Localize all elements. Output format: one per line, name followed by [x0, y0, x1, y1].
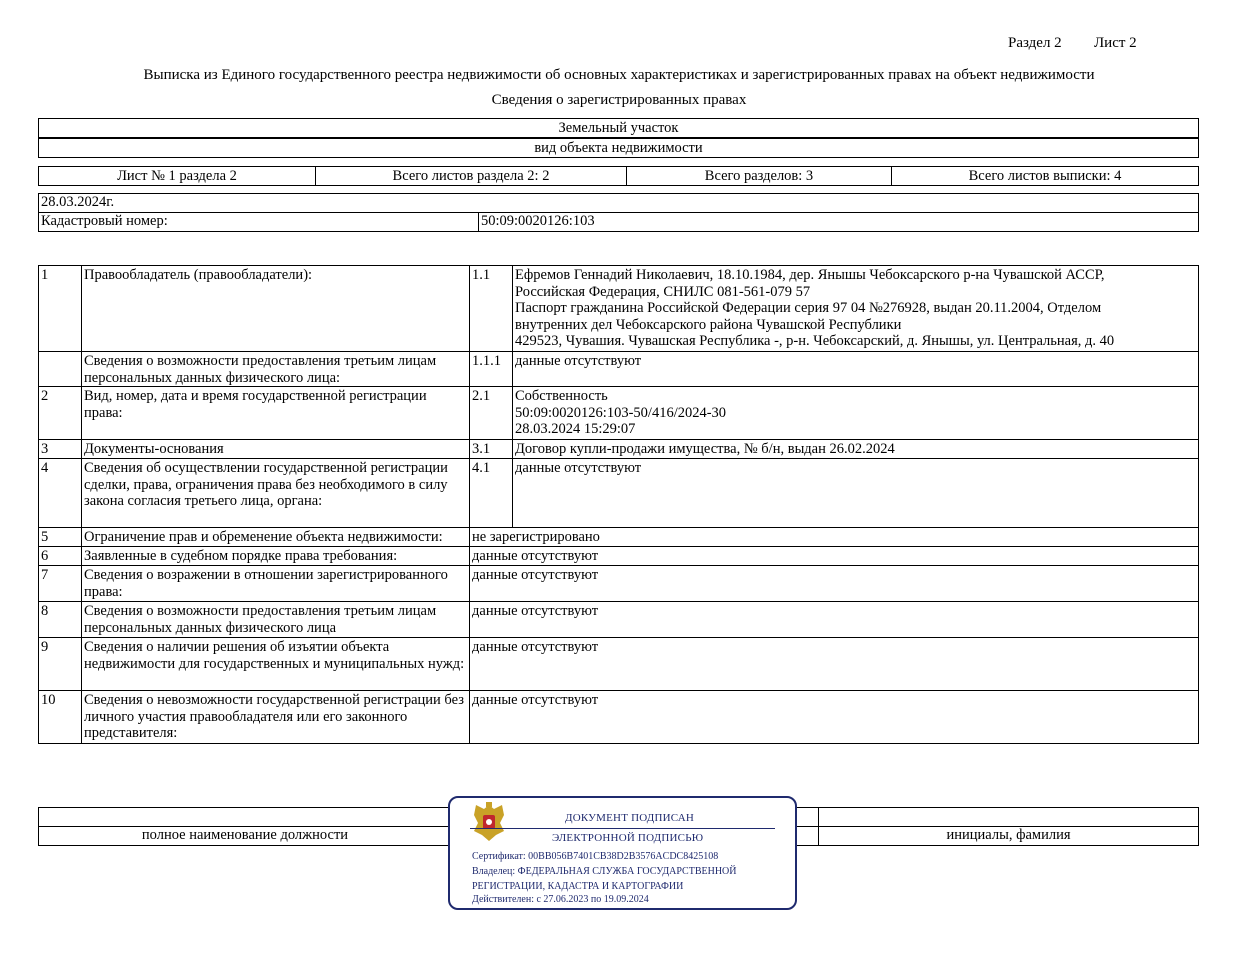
document-title: Выписка из Единого государственного реестра недвижимости об основных характеристиках и зарегистрированных правах на объект недвижимости [143, 67, 1095, 83]
extract-date: 28.03.2024г. [39, 194, 1199, 213]
cadastral-number: 50:09:0020126:103 [479, 213, 1199, 232]
table-row [39, 638, 1199, 691]
rights-table [38, 265, 1199, 744]
position-cell [39, 808, 452, 827]
stamp-title-1: ДОКУМЕНТ ПОДПИСАН [565, 812, 695, 824]
cadastral-table [38, 193, 1199, 232]
sheet-of-section: Лист № 1 раздела 2 [38, 166, 316, 186]
object-name: Земельный участок [38, 118, 1199, 138]
section-number: Раздел 2 [1008, 35, 1062, 51]
row-value: данные отсутствуют [470, 602, 1199, 638]
document-subtitle: Сведения о зарегистрированных правах [491, 92, 747, 108]
rightholder-line: внутренних дел Чебоксарского района Чувашской Республики [515, 316, 902, 333]
name-cell [819, 808, 1199, 827]
row-number: 8 [39, 602, 82, 638]
rightholder-details [513, 266, 1199, 352]
row-number: 7 [39, 566, 82, 602]
row-subnumber: 4.1 [470, 459, 513, 528]
row-subnumber: 1.1.1 [470, 352, 513, 387]
row-subnumber: 2.1 [470, 387, 513, 440]
rightholder-line: Российская Федерация, СНИЛС 081-561-079 57 [515, 283, 811, 300]
row-number: 5 [39, 528, 82, 547]
total-sections: Всего разделов: 3 [626, 166, 892, 186]
stamp-divider [470, 828, 775, 829]
total-sheets-extract: Всего листов выписки: 4 [891, 166, 1199, 186]
sheet-number: Лист 2 [1094, 35, 1137, 51]
stamp-certificate: Сертификат: 00BB056B7401CB38D2B3576ACDC8425108 [472, 851, 719, 862]
registration-line: Собственность [515, 388, 608, 404]
row-subnumber: 1.1 [470, 266, 513, 352]
row-number: 10 [39, 691, 82, 744]
row-value: Договор купли-продажи имущества, № б/н, выдан 26.02.2024 [513, 440, 1199, 459]
table-row [39, 528, 1199, 547]
row-value: данные отсутствуют [513, 459, 1199, 528]
table-row [39, 566, 1199, 602]
row-value: не зарегистрировано [470, 528, 1199, 547]
row-label: Сведения о наличии решения об изъятии объекта недвижимости для государственных и муниципальных нужд: [82, 638, 470, 691]
electronic-signature-stamp [448, 796, 797, 910]
row-label: Правообладатель (правообладатели): [82, 266, 470, 352]
registration-line: 28.03.2024 15:29:07 [515, 421, 636, 437]
row-number: 1 [39, 266, 82, 352]
row-value: данные отсутствуют [470, 691, 1199, 744]
total-sheets-section: Всего листов раздела 2: 2 [315, 166, 627, 186]
row-number: 4 [39, 459, 82, 528]
row-subnumber: 3.1 [470, 440, 513, 459]
row-value: данные отсутствуют [470, 638, 1199, 691]
rightholder-line: Ефремов Геннадий Николаевич, 18.10.1984, дер. Янышы Чебоксарского р-на Чувашской АССР, [515, 267, 1105, 283]
registration-details [513, 387, 1199, 440]
row-number: 6 [39, 547, 82, 566]
name-label: инициалы, фамилия [819, 827, 1199, 846]
row-number: 2 [39, 387, 82, 440]
object-kind-label: вид объекта недвижимости [38, 138, 1199, 158]
row-number: 9 [39, 638, 82, 691]
registration-line: 50:09:0020126:103-50/416/2024-30 [515, 404, 727, 421]
row-label: Сведения о возражении в отношении зарегистрированного права: [82, 566, 470, 602]
row-value: данные отсутствуют [513, 352, 1199, 387]
row-number: 3 [39, 440, 82, 459]
stamp-title-2: ЭЛЕКТРОННОЙ ПОДПИСЬЮ [552, 832, 704, 844]
table-row [39, 387, 1199, 440]
rightholder-line: Паспорт гражданина Российской Федерации серия 97 04 №276928, выдан 20.11.2004, Отделом [515, 300, 1102, 316]
row-value: данные отсутствуют [470, 547, 1199, 566]
table-row [39, 691, 1199, 744]
row-value: данные отсутствуют [470, 566, 1199, 602]
row-label: Сведения о невозможности государственной регистрации без личного участия правообладателя или его законного представителя: [82, 691, 470, 744]
row-label: Документы-основания [82, 440, 470, 459]
table-row [39, 266, 1199, 352]
table-row [39, 440, 1199, 459]
row-number [39, 352, 82, 387]
row-label: Ограничение прав и обременение объекта недвижимости: [82, 528, 470, 547]
table-row [39, 352, 1199, 387]
position-label: полное наименование должности [39, 827, 452, 846]
cadastral-label: Кадастровый номер: [39, 213, 479, 232]
row-label: Сведения об осуществлении государственной регистрации сделки, права, ограничения права без необходимого в силу закона согласия третьего лица, органа: [82, 459, 470, 528]
row-label: Вид, номер, дата и время государственной регистрации права: [82, 387, 470, 440]
rightholder-line: 429523, Чувашия. Чувашская Республика -, р-н. Чебоксарский, д. Янышы, ул. Центральная, д. 40 [515, 333, 1115, 349]
table-row [39, 547, 1199, 566]
stamp-owner-2: РЕГИСТРАЦИИ, КАДАСТРА И КАРТОГРАФИИ [472, 881, 684, 892]
stamp-owner-1: Владелец: ФЕДЕРАЛЬНАЯ СЛУЖБА ГОСУДАРСТВЕННОЙ [472, 866, 737, 877]
table-row [39, 459, 1199, 528]
table-row [39, 602, 1199, 638]
stamp-valid: Действителен: с 27.06.2023 по 19.09.2024 [472, 894, 649, 905]
row-label: Сведения о возможности предоставления третьим лицам персональных данных физического лица [82, 602, 470, 638]
row-label: Заявленные в судебном порядке права требования: [82, 547, 470, 566]
russian-emblem-icon [470, 801, 508, 843]
row-label: Сведения о возможности предоставления третьим лицам персональных данных физического лица: [82, 352, 470, 387]
